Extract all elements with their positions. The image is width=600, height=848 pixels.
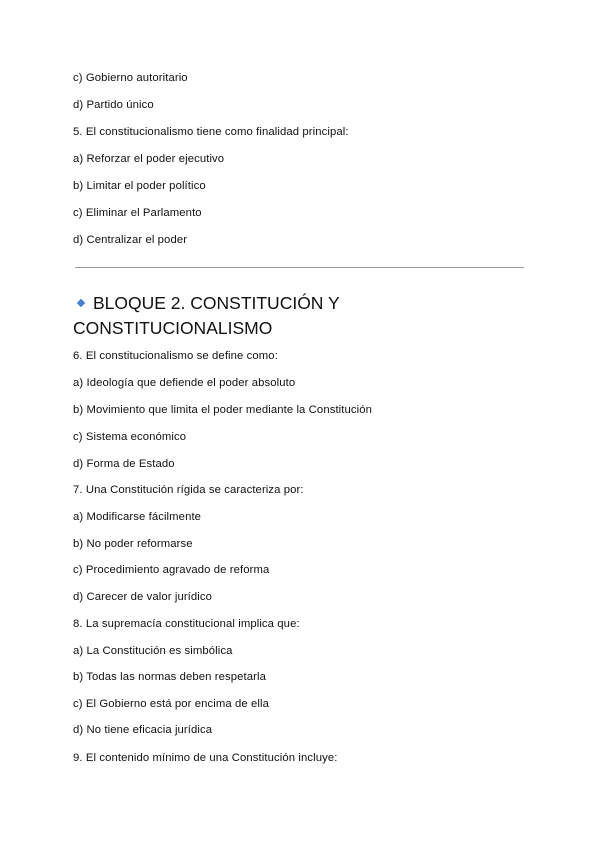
- answer-option: d) Centralizar el poder: [73, 234, 188, 246]
- diamond-bullet-icon: [77, 299, 85, 307]
- answer-option: c) Eliminar el Parlamento: [73, 207, 202, 219]
- answer-option: a) La Constitución es simbólica: [73, 645, 233, 657]
- question-7: 7. Una Constitución rígida se caracteriza por:: [73, 484, 304, 496]
- answer-option: a) Modificarse fácilmente: [73, 511, 202, 523]
- answer-option: c) Gobierno autoritario: [73, 72, 188, 84]
- answer-option: b) Todas las normas deben respetarla: [73, 671, 267, 683]
- answer-option: b) No poder reformarse: [73, 538, 193, 550]
- answer-option: b) Movimiento que limita el poder mediante la Constitución: [73, 404, 373, 416]
- question-8: 8. La supremacía constitucional implica que:: [73, 618, 300, 630]
- question-6: 6. El constitucionalismo se define como:: [73, 350, 278, 362]
- section-title: BLOQUE 2. CONSTITUCIÓN Y CONSTITUCIONALISMO: [73, 293, 340, 338]
- answer-option: c) Procedimiento agravado de reforma: [73, 564, 270, 576]
- answer-option: d) No tiene eficacia jurídica: [73, 724, 213, 736]
- section-heading: [73, 291, 533, 341]
- answer-option: a) Ideología que defiende el poder absoluto: [73, 377, 296, 389]
- answer-option: d) Carecer de valor jurídico: [73, 591, 213, 603]
- horizontal-divider: [75, 267, 524, 268]
- answer-option: a) Reforzar el poder ejecutivo: [73, 153, 225, 165]
- question-9: 9. El contenido mínimo de una Constitución incluye:: [73, 752, 338, 764]
- answer-option: d) Partido único: [73, 99, 154, 111]
- answer-option: c) Sistema económico: [73, 431, 187, 443]
- answer-option: c) El Gobierno está por encima de ella: [73, 698, 269, 710]
- answer-option: b) Limitar el poder político: [73, 180, 206, 192]
- answer-option: d) Forma de Estado: [73, 458, 175, 470]
- question-5: 5. El constitucionalismo tiene como finalidad principal:: [73, 126, 349, 138]
